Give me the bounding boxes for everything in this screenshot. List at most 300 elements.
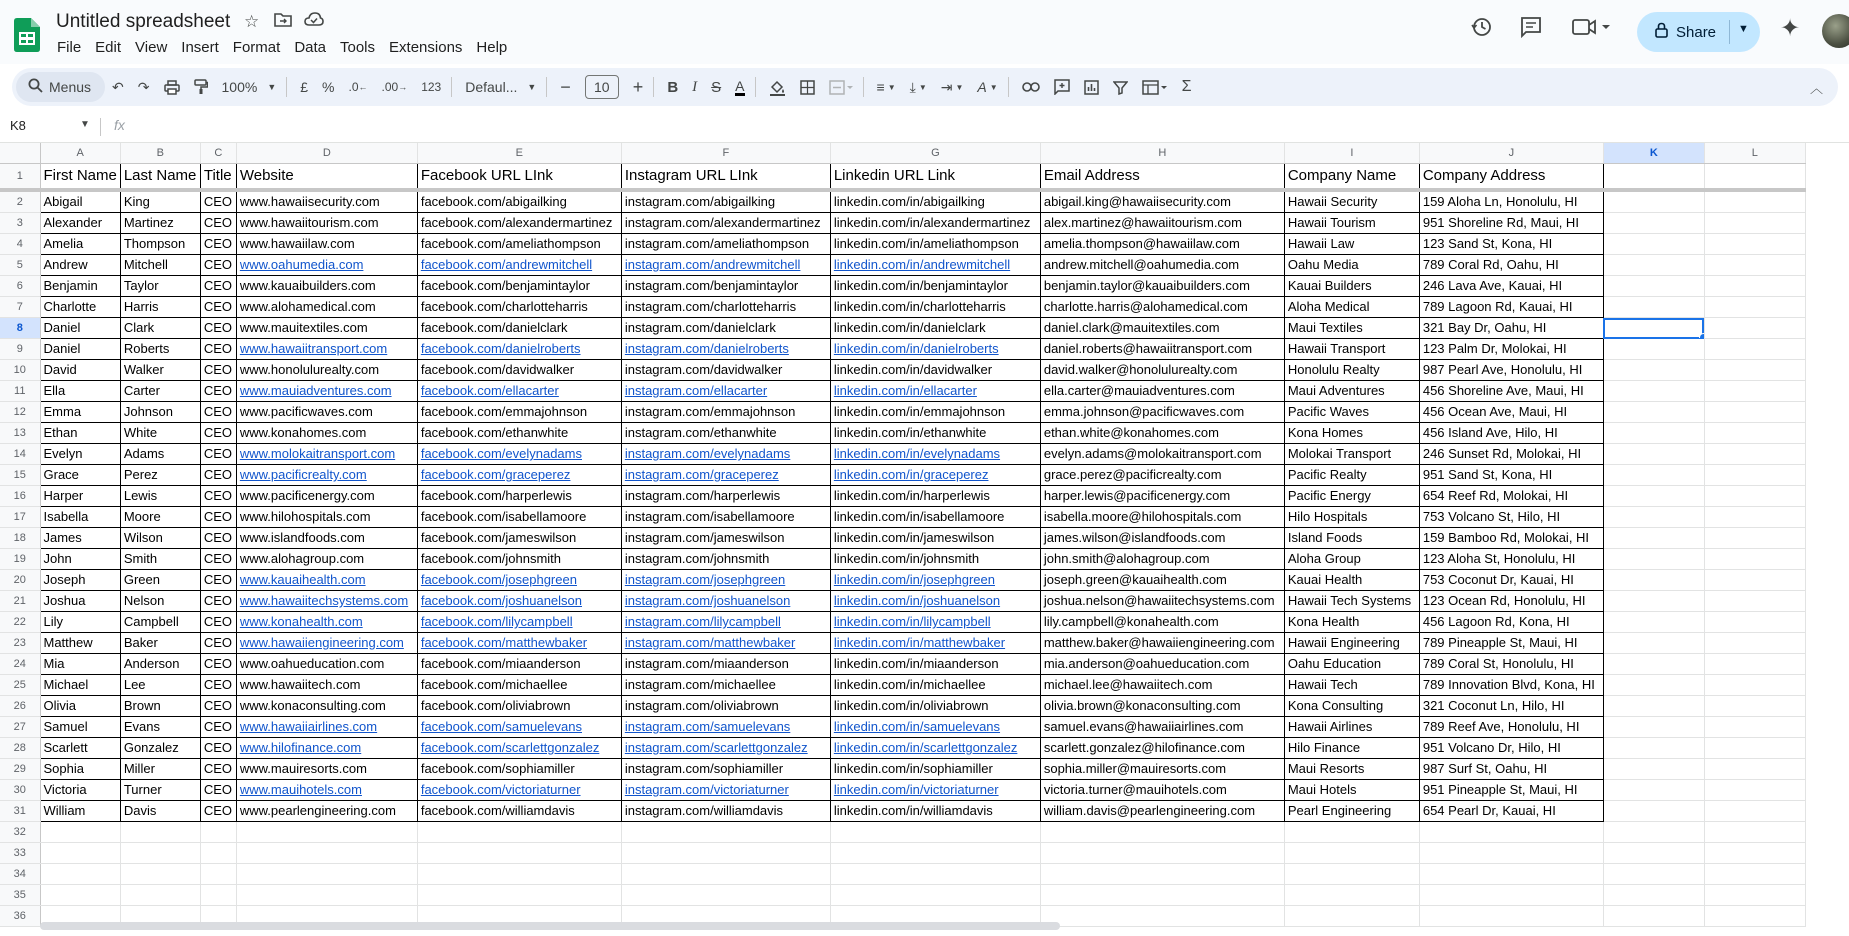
cell-link[interactable]: facebook.com/joshuanelson — [420, 593, 583, 608]
cell[interactable]: 123 Aloha St, Honolulu, HI — [1419, 549, 1603, 570]
cell[interactable] — [1603, 738, 1704, 759]
cell[interactable]: CEO — [200, 696, 236, 717]
cell[interactable]: CEO — [200, 759, 236, 780]
cell[interactable]: Amelia — [40, 234, 120, 255]
cell[interactable] — [830, 864, 1040, 885]
cell[interactable]: King — [120, 190, 200, 213]
cell[interactable]: John — [40, 549, 120, 570]
cell-link[interactable]: www.hawaiitechsystems.com — [239, 593, 409, 608]
currency-format-button[interactable]: £ — [300, 79, 309, 95]
cell[interactable] — [1284, 843, 1419, 864]
cell[interactable]: Hilo Finance — [1284, 738, 1419, 759]
cell[interactable] — [830, 591, 1040, 612]
row-number[interactable]: 6 — [0, 276, 40, 297]
cell[interactable]: Turner — [120, 780, 200, 801]
cell[interactable] — [1704, 654, 1805, 675]
cell[interactable]: instagram.com/abigailking — [621, 190, 830, 213]
collapse-toolbar-icon[interactable]: ︿ — [1809, 80, 1823, 96]
cell[interactable]: joseph.green@kauaihealth.com — [1040, 570, 1284, 591]
cell[interactable] — [1603, 213, 1704, 234]
cell[interactable] — [1603, 696, 1704, 717]
cell[interactable]: www.hawaiilaw.com — [236, 234, 417, 255]
row-number[interactable]: 36 — [0, 906, 40, 927]
star-icon[interactable]: ☆ — [244, 12, 260, 31]
column-header[interactable]: J — [1419, 143, 1603, 164]
cell[interactable]: CEO — [200, 360, 236, 381]
cell[interactable] — [236, 885, 417, 906]
cell[interactable]: Pearl Engineering — [1284, 801, 1419, 822]
cell[interactable]: Mitchell — [120, 255, 200, 276]
cell[interactable]: 789 Reef Ave, Honolulu, HI — [1419, 717, 1603, 738]
column-header[interactable]: F — [621, 143, 830, 164]
cell[interactable]: michael.lee@hawaiitech.com — [1040, 675, 1284, 696]
cell[interactable] — [1603, 759, 1704, 780]
cell[interactable] — [1704, 759, 1805, 780]
font-size-increase-button[interactable]: + — [626, 77, 655, 97]
cell-link[interactable]: instagram.com/victoriaturner — [624, 782, 789, 797]
cell[interactable]: daniel.clark@mauitextiles.com — [1040, 318, 1284, 339]
cell[interactable]: Island Foods — [1284, 528, 1419, 549]
cell[interactable]: www.hilohospitals.com — [236, 507, 417, 528]
cell[interactable]: www.alohagroup.com — [236, 549, 417, 570]
cell[interactable]: Harris — [120, 297, 200, 318]
header-cell[interactable]: Linkedin URL Link — [830, 164, 1040, 191]
cell[interactable] — [1704, 318, 1805, 339]
cell[interactable]: www.konaconsulting.com — [236, 696, 417, 717]
cell[interactable]: linkedin.com/in/isabellamoore — [830, 507, 1040, 528]
cell-link[interactable]: linkedin.com/in/graceperez — [833, 467, 989, 482]
cell[interactable]: Daniel — [40, 339, 120, 360]
cell[interactable]: CEO — [200, 444, 236, 465]
cell-link[interactable]: www.mauihotels.com — [239, 782, 362, 797]
cell[interactable]: facebook.com/benjamintaylor — [417, 276, 621, 297]
cell[interactable]: Moore — [120, 507, 200, 528]
cell[interactable] — [236, 255, 417, 276]
cell[interactable] — [417, 717, 621, 738]
row-number[interactable]: 20 — [0, 570, 40, 591]
cell[interactable]: alex.martinez@hawaiitourism.com — [1040, 213, 1284, 234]
cell[interactable]: linkedin.com/in/davidwalker — [830, 360, 1040, 381]
cell[interactable]: 654 Pearl Dr, Kauai, HI — [1419, 801, 1603, 822]
column-header[interactable]: I — [1284, 143, 1419, 164]
cell[interactable] — [1704, 822, 1805, 843]
cell[interactable]: 321 Coconut Ln, Hilo, HI — [1419, 696, 1603, 717]
cell[interactable]: instagram.com/emmajohnson — [621, 402, 830, 423]
cell[interactable]: CEO — [200, 381, 236, 402]
row-number[interactable]: 7 — [0, 297, 40, 318]
cell[interactable]: Kona Consulting — [1284, 696, 1419, 717]
cell[interactable]: Maui Resorts — [1284, 759, 1419, 780]
cell[interactable]: Ethan — [40, 423, 120, 444]
menu-edit[interactable]: Edit — [95, 39, 122, 56]
cell-link[interactable]: linkedin.com/in/samuelevans — [833, 719, 1001, 734]
cell-link[interactable]: linkedin.com/in/lilycampbell — [833, 614, 991, 629]
cell[interactable]: instagram.com/michaellee — [621, 675, 830, 696]
row-number[interactable]: 33 — [0, 843, 40, 864]
cell[interactable] — [830, 339, 1040, 360]
menu-data[interactable]: Data — [294, 39, 326, 56]
cell[interactable]: Pacific Energy — [1284, 486, 1419, 507]
share-dropdown-icon[interactable]: ▼ — [1738, 23, 1749, 35]
cell[interactable] — [621, 885, 830, 906]
cell[interactable]: Carter — [120, 381, 200, 402]
cell[interactable] — [1603, 297, 1704, 318]
cell-link[interactable]: www.kauaihealth.com — [239, 572, 366, 587]
cell[interactable] — [830, 381, 1040, 402]
menu-tools[interactable]: Tools — [340, 39, 376, 56]
gemini-icon[interactable]: ✦ — [1780, 15, 1801, 42]
cell[interactable]: Brown — [120, 696, 200, 717]
font-family-select[interactable] — [458, 77, 547, 97]
row-number[interactable]: 13 — [0, 423, 40, 444]
cell[interactable] — [830, 255, 1040, 276]
cell[interactable]: CEO — [200, 612, 236, 633]
cell[interactable]: linkedin.com/in/miaanderson — [830, 654, 1040, 675]
redo-icon[interactable]: ↷ — [137, 78, 150, 95]
cell[interactable]: Aloha Medical — [1284, 297, 1419, 318]
row-number[interactable]: 18 — [0, 528, 40, 549]
strikethrough-icon[interactable]: S — [711, 78, 722, 96]
cell-link[interactable]: linkedin.com/in/danielroberts — [833, 341, 999, 356]
row-number[interactable]: 17 — [0, 507, 40, 528]
cell[interactable] — [830, 822, 1040, 843]
cell[interactable]: CEO — [200, 780, 236, 801]
cell[interactable]: Victoria — [40, 780, 120, 801]
cell-link[interactable]: linkedin.com/in/joshuanelson — [833, 593, 1001, 608]
select-all-corner[interactable] — [0, 143, 40, 164]
cell[interactable]: Andrew — [40, 255, 120, 276]
cell[interactable]: instagram.com/williamdavis — [621, 801, 830, 822]
insert-link-icon[interactable] — [1015, 81, 1047, 93]
cell[interactable] — [40, 885, 120, 906]
cell[interactable]: CEO — [200, 297, 236, 318]
column-header[interactable]: K — [1603, 143, 1704, 164]
cell[interactable]: isabella.moore@hilohospitals.com — [1040, 507, 1284, 528]
row-number[interactable]: 21 — [0, 591, 40, 612]
row-number[interactable]: 15 — [0, 465, 40, 486]
cell[interactable]: 753 Volcano St, Hilo, HI — [1419, 507, 1603, 528]
cell[interactable] — [236, 381, 417, 402]
cell[interactable] — [830, 465, 1040, 486]
cell[interactable]: evelyn.adams@molokaitransport.com — [1040, 444, 1284, 465]
cell[interactable] — [1704, 213, 1805, 234]
cell[interactable]: Miller — [120, 759, 200, 780]
cell[interactable] — [1704, 633, 1805, 654]
zoom-select[interactable] — [215, 77, 288, 97]
cell[interactable] — [1419, 843, 1603, 864]
cell[interactable] — [1419, 864, 1603, 885]
header-cell[interactable]: First Name — [40, 164, 120, 191]
cell-link[interactable]: instagram.com/samuelevans — [624, 719, 791, 734]
functions-icon[interactable]: Σ — [1181, 78, 1192, 95]
cell[interactable]: CEO — [200, 654, 236, 675]
cell[interactable] — [1603, 423, 1704, 444]
cell-link[interactable]: facebook.com/andrewmitchell — [420, 257, 593, 272]
name-box-dropdown-icon[interactable]: ▼ — [80, 119, 90, 130]
cell[interactable]: james.wilson@islandfoods.com — [1040, 528, 1284, 549]
cell[interactable]: 123 Sand St, Kona, HI — [1419, 234, 1603, 255]
cell[interactable] — [1040, 843, 1284, 864]
cell[interactable]: 951 Sand St, Kona, HI — [1419, 465, 1603, 486]
cell[interactable]: Aloha Group — [1284, 549, 1419, 570]
cell-link[interactable]: instagram.com/danielroberts — [624, 341, 789, 356]
undo-icon[interactable]: ↶ — [112, 78, 124, 95]
cell[interactable]: 456 Ocean Ave, Maui, HI — [1419, 402, 1603, 423]
cell[interactable]: Hawaii Security — [1284, 190, 1419, 213]
cell[interactable]: 321 Bay Dr, Oahu, HI — [1419, 318, 1603, 339]
cell[interactable]: CEO — [200, 276, 236, 297]
cell[interactable] — [830, 780, 1040, 801]
print-icon[interactable] — [157, 80, 187, 95]
cell[interactable]: Lee — [120, 675, 200, 696]
cell[interactable] — [1603, 486, 1704, 507]
header-cell[interactable]: Company Address — [1419, 164, 1603, 191]
cell[interactable]: grace.perez@pacificrealty.com — [1040, 465, 1284, 486]
menu-insert[interactable]: Insert — [181, 39, 219, 56]
cell[interactable]: Joshua — [40, 591, 120, 612]
row-number[interactable]: 1 — [0, 164, 40, 191]
cell[interactable] — [1603, 339, 1704, 360]
cell-link[interactable]: instagram.com/matthewbaker — [624, 635, 796, 650]
cell[interactable] — [1704, 255, 1805, 276]
cell[interactable] — [1704, 297, 1805, 318]
cell[interactable]: mia.anderson@oahueducation.com — [1040, 654, 1284, 675]
cell[interactable]: Samuel — [40, 717, 120, 738]
cell[interactable]: linkedin.com/in/benjamintaylor — [830, 276, 1040, 297]
cell[interactable]: Gonzalez — [120, 738, 200, 759]
cell[interactable] — [1603, 507, 1704, 528]
header-cell[interactable]: Last Name — [120, 164, 200, 191]
cell[interactable]: Hawaii Tech Systems — [1284, 591, 1419, 612]
column-header[interactable]: L — [1704, 143, 1805, 164]
cell[interactable]: Alexander — [40, 213, 120, 234]
cell[interactable] — [1704, 444, 1805, 465]
cell[interactable]: facebook.com/davidwalker — [417, 360, 621, 381]
row-number[interactable]: 28 — [0, 738, 40, 759]
cell[interactable]: Maui Textiles — [1284, 318, 1419, 339]
cell[interactable]: 246 Lava Ave, Kauai, HI — [1419, 276, 1603, 297]
cell[interactable] — [120, 885, 200, 906]
cell[interactable]: Olivia — [40, 696, 120, 717]
sheet-grid[interactable] — [0, 143, 1849, 936]
font-size-input[interactable]: 10 — [585, 75, 619, 99]
cell[interactable]: emma.johnson@pacificwaves.com — [1040, 402, 1284, 423]
menu-file[interactable]: File — [57, 39, 82, 56]
selected-cell[interactable] — [1603, 318, 1704, 339]
cell[interactable]: Nelson — [120, 591, 200, 612]
cell[interactable]: Ella — [40, 381, 120, 402]
cell[interactable] — [236, 780, 417, 801]
cell-link[interactable]: linkedin.com/in/ellacarter — [833, 383, 977, 398]
cell[interactable]: 951 Pineapple St, Maui, HI — [1419, 780, 1603, 801]
header-cell[interactable]: Title — [200, 164, 236, 191]
cell[interactable] — [40, 843, 120, 864]
cell[interactable]: CEO — [200, 591, 236, 612]
cell[interactable]: amelia.thompson@hawaiilaw.com — [1040, 234, 1284, 255]
cell[interactable] — [621, 591, 830, 612]
cell[interactable]: CEO — [200, 402, 236, 423]
cell[interactable] — [1704, 549, 1805, 570]
cell[interactable]: 789 Innovation Blvd, Kona, HI — [1419, 675, 1603, 696]
cell[interactable]: Davis — [120, 801, 200, 822]
cell-link[interactable]: facebook.com/victoriaturner — [420, 782, 581, 797]
cell-link[interactable]: www.pacificrealty.com — [239, 467, 367, 482]
text-wrapping-icon[interactable]: ⇥ ▼ — [940, 78, 964, 95]
cell[interactable]: 789 Lagoon Rd, Kauai, HI — [1419, 297, 1603, 318]
cell[interactable]: Emma — [40, 402, 120, 423]
cell[interactable] — [1603, 843, 1704, 864]
cell-link[interactable]: facebook.com/evelynadams — [420, 446, 582, 461]
cell[interactable] — [1603, 780, 1704, 801]
cell[interactable] — [417, 864, 621, 885]
cell[interactable] — [621, 339, 830, 360]
avatar[interactable] — [1822, 14, 1849, 48]
cell[interactable] — [417, 843, 621, 864]
cell[interactable] — [1419, 906, 1603, 927]
cell-link[interactable]: facebook.com/lilycampbell — [420, 614, 573, 629]
cell[interactable] — [1040, 885, 1284, 906]
cell[interactable] — [1603, 885, 1704, 906]
row-number[interactable]: 9 — [0, 339, 40, 360]
row-number[interactable]: 34 — [0, 864, 40, 885]
cell[interactable]: 123 Ocean Rd, Honolulu, HI — [1419, 591, 1603, 612]
paint-format-icon[interactable] — [187, 79, 215, 95]
cell[interactable]: 789 Coral St, Honolulu, HI — [1419, 654, 1603, 675]
cell[interactable] — [120, 864, 200, 885]
cell[interactable]: Molokai Transport — [1284, 444, 1419, 465]
horizontal-scrollbar[interactable] — [40, 922, 1060, 930]
cell[interactable] — [1704, 906, 1805, 927]
cell[interactable]: Abigail — [40, 190, 120, 213]
row-number[interactable]: 30 — [0, 780, 40, 801]
cell[interactable]: Maui Hotels — [1284, 780, 1419, 801]
cell[interactable]: instagram.com/harperlewis — [621, 486, 830, 507]
cell[interactable]: facebook.com/williamdavis — [417, 801, 621, 822]
row-number[interactable]: 26 — [0, 696, 40, 717]
cell[interactable]: instagram.com/jameswilson — [621, 528, 830, 549]
cell[interactable]: CEO — [200, 213, 236, 234]
header-cell[interactable]: Website — [236, 164, 417, 191]
cell-link[interactable]: instagram.com/evelynadams — [624, 446, 791, 461]
cell[interactable]: facebook.com/johnsmith — [417, 549, 621, 570]
cell[interactable]: Charlotte — [40, 297, 120, 318]
cell[interactable]: www.konahomes.com — [236, 423, 417, 444]
cell-link[interactable]: facebook.com/danielroberts — [420, 341, 581, 356]
cell[interactable] — [830, 570, 1040, 591]
fill-color-icon[interactable] — [762, 79, 793, 96]
cell[interactable] — [830, 612, 1040, 633]
cell[interactable]: CEO — [200, 190, 236, 213]
cell[interactable]: Kona Homes — [1284, 423, 1419, 444]
cell[interactable]: www.islandfoods.com — [236, 528, 417, 549]
cell[interactable]: Maui Adventures — [1284, 381, 1419, 402]
cell[interactable] — [1603, 444, 1704, 465]
cell[interactable]: 456 Shoreline Ave, Maui, HI — [1419, 381, 1603, 402]
cell[interactable] — [417, 255, 621, 276]
menu-view[interactable]: View — [135, 39, 168, 56]
cell[interactable]: sophia.miller@mauiresorts.com — [1040, 759, 1284, 780]
cell[interactable] — [1603, 234, 1704, 255]
cell[interactable] — [1603, 675, 1704, 696]
menu-extensions[interactable]: Extensions — [389, 39, 463, 56]
cell[interactable]: Pacific Waves — [1284, 402, 1419, 423]
cell[interactable] — [236, 465, 417, 486]
cell[interactable] — [1040, 822, 1284, 843]
cell[interactable] — [621, 465, 830, 486]
text-color-icon[interactable]: A — [728, 77, 755, 97]
row-number[interactable]: 19 — [0, 549, 40, 570]
cell[interactable]: 246 Sunset Rd, Molokai, HI — [1419, 444, 1603, 465]
cell[interactable]: linkedin.com/in/emmajohnson — [830, 402, 1040, 423]
cell[interactable] — [1704, 801, 1805, 822]
cell[interactable]: www.mauitextiles.com — [236, 318, 417, 339]
cell[interactable] — [1704, 528, 1805, 549]
cell[interactable] — [417, 612, 621, 633]
cell[interactable]: linkedin.com/in/jameswilson — [830, 528, 1040, 549]
cell[interactable] — [1603, 381, 1704, 402]
cell[interactable]: facebook.com/sophiamiller — [417, 759, 621, 780]
cell[interactable]: Adams — [120, 444, 200, 465]
cell[interactable]: instagram.com/ethanwhite — [621, 423, 830, 444]
cell-link[interactable]: facebook.com/scarlettgonzalez — [420, 740, 600, 755]
row-number[interactable]: 3 — [0, 213, 40, 234]
cell[interactable]: abigail.king@hawaiisecurity.com — [1040, 190, 1284, 213]
cell[interactable] — [417, 633, 621, 654]
cell[interactable] — [236, 633, 417, 654]
cell[interactable] — [236, 843, 417, 864]
cell[interactable]: scarlett.gonzalez@hilofinance.com — [1040, 738, 1284, 759]
cell[interactable] — [1704, 885, 1805, 906]
horizontal-align-icon[interactable]: ≡ ▼ — [876, 79, 896, 95]
cell[interactable] — [120, 843, 200, 864]
cell[interactable]: linkedin.com/in/danielclark — [830, 318, 1040, 339]
cell[interactable]: andrew.mitchell@oahumedia.com — [1040, 255, 1284, 276]
cell[interactable]: 789 Pineapple St, Maui, HI — [1419, 633, 1603, 654]
column-header[interactable]: D — [236, 143, 417, 164]
cell-link[interactable]: instagram.com/joshuanelson — [624, 593, 791, 608]
decrease-decimal-button[interactable]: .0 ← — [348, 80, 368, 94]
cell[interactable]: instagram.com/sophiamiller — [621, 759, 830, 780]
cell[interactable] — [417, 444, 621, 465]
cell[interactable] — [417, 780, 621, 801]
cell[interactable]: CEO — [200, 318, 236, 339]
cell[interactable]: William — [40, 801, 120, 822]
cell[interactable]: Benjamin — [40, 276, 120, 297]
cell[interactable]: CEO — [200, 528, 236, 549]
cell[interactable]: 951 Shoreline Rd, Maui, HI — [1419, 213, 1603, 234]
cell[interactable] — [120, 822, 200, 843]
header-cell[interactable]: Instagram URL LInk — [621, 164, 830, 191]
cell[interactable]: Michael — [40, 675, 120, 696]
cell[interactable] — [1704, 339, 1805, 360]
share-button[interactable] — [1637, 12, 1760, 52]
header-cell[interactable]: Email Address — [1040, 164, 1284, 191]
cell[interactable]: Lily — [40, 612, 120, 633]
cell[interactable] — [1704, 190, 1805, 213]
cell[interactable]: linkedin.com/in/harperlewis — [830, 486, 1040, 507]
cell[interactable]: instagram.com/oliviabrown — [621, 696, 830, 717]
cell[interactable]: 753 Coconut Dr, Kauai, HI — [1419, 570, 1603, 591]
cell[interactable]: linkedin.com/in/johnsmith — [830, 549, 1040, 570]
cell[interactable]: Perez — [120, 465, 200, 486]
move-folder-icon[interactable] — [274, 12, 292, 32]
cell[interactable] — [1603, 190, 1704, 213]
cell[interactable] — [417, 381, 621, 402]
cell-link[interactable]: www.oahumedia.com — [239, 257, 364, 272]
cell[interactable]: 789 Coral Rd, Oahu, HI — [1419, 255, 1603, 276]
cell[interactable] — [1603, 276, 1704, 297]
cell[interactable] — [236, 738, 417, 759]
